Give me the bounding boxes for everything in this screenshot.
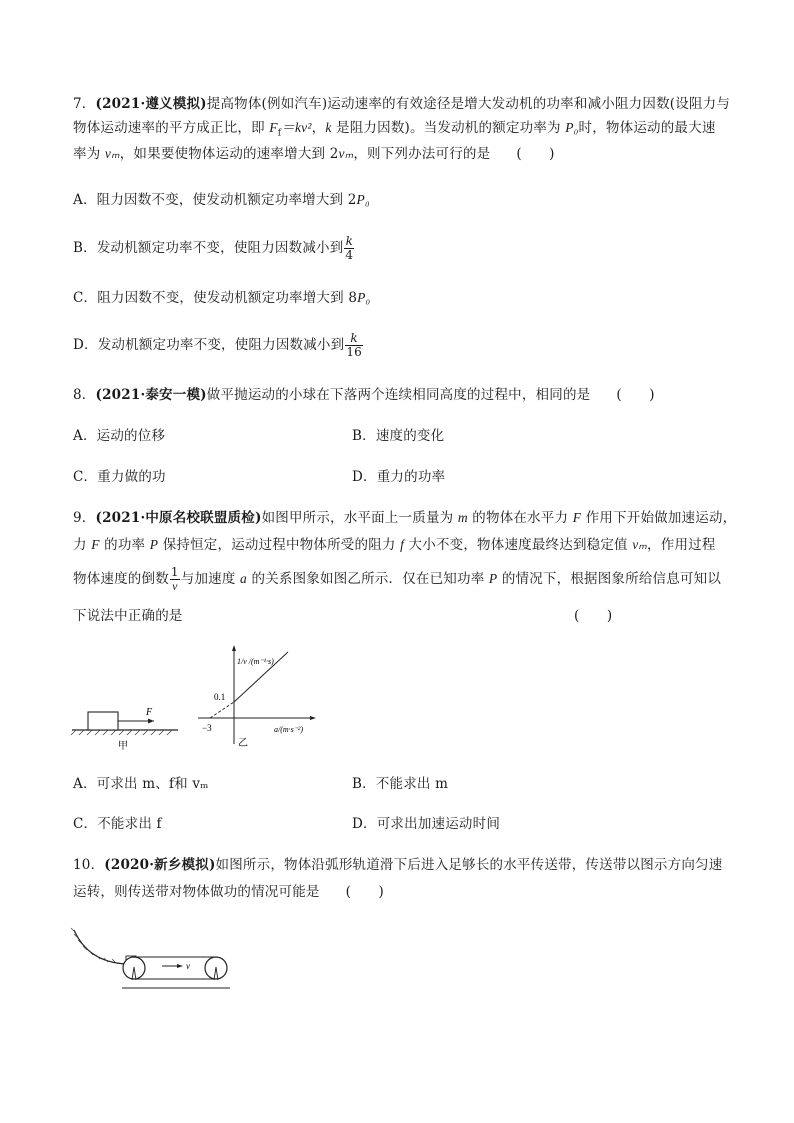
x-axis-label: a/(m·s⁻²) <box>274 725 304 734</box>
q7-option-b: B．发动机额定功率不变，使阻力因数减小到 $\frac{k}{4}$ <box>73 234 354 262</box>
q7-line-2: 物体运动速率的平方成正比，即 $F_f=kv^2$，k 是阻力因数)。当发动机的额定功率为 P₀时，物体运动的最大速 <box>73 120 716 139</box>
q8-number: 8． <box>73 387 96 403</box>
figure-a-label: 甲 <box>118 741 128 752</box>
block <box>88 712 118 730</box>
q10-number: 10． <box>73 857 105 873</box>
ground-hatching <box>71 730 172 735</box>
q9-line-1: 9．(2021·中原名校联盟质检)如图甲所示，水平面上一质量为 m 的物体在水平力 F 作用下开始做加速运动， <box>73 510 737 526</box>
x-tick-label: −3 <box>202 723 212 733</box>
q9-option-a: A．可求出 m、f和 vₘ <box>73 776 209 792</box>
x-axis-arrow <box>310 716 316 720</box>
q9-option-c: C．不能求出 f <box>73 816 162 832</box>
q10-source: (2020·新乡模拟) <box>104 857 216 873</box>
q7-option-d-fraction: $\frac{k}{16}$ <box>346 331 362 359</box>
q9-line-3: 物体速度的倒数 $\frac{1}{v}$ 与加速度 a 的关系图象如图乙所示．仅在已知功率 P 的情况下，根据图象所给信息可知以 <box>73 565 722 593</box>
q9-option-d: D．可求出加速运动时间 <box>352 816 501 832</box>
q9-option-b: B．不能求出 m <box>352 776 449 792</box>
q8-answer-bracket: ( ) <box>616 387 655 403</box>
velocity-label: v <box>186 961 190 971</box>
y-tick-label: 0.1 <box>214 692 226 702</box>
q9-figure-a <box>70 700 180 760</box>
q9-line-2: 力 F 的功率 P 保持恒定，运动过程中物体所受的阻力 f 大小不变，物体速度最终达到稳定值 vₘ，作用过程 <box>73 537 716 553</box>
y-axis-label: 1/v /(m⁻¹·s) <box>237 657 274 666</box>
q10-line-2: 运转，则传送带对物体做功的情况可能是 ( ) <box>73 884 384 900</box>
q7-option-b-fraction: $\frac{k}{4}$ <box>345 234 354 262</box>
q9-figure-b-graph <box>192 640 324 758</box>
q7-option-d: D．发动机额定功率不变，使阻力因数减小到 $\frac{k}{16}$ <box>73 331 362 359</box>
q7-line-3: 率为 vₘ，如果要使物体运动的速率增大到 2vₘ，则下列办法可行的是 ( ) <box>73 146 555 162</box>
figure-b-label: 乙 <box>238 738 248 749</box>
q8-option-a: A．运动的位移 <box>73 428 166 444</box>
q7-source: (2021·遵义模拟) <box>95 96 207 112</box>
q7-option-a: A．阻力因数不变，使发动机额定功率增大到 2P₀ <box>73 192 370 208</box>
q7-number: 7． <box>73 96 96 112</box>
q10-line-1: 10．(2020·新乡模拟)如图所示，物体沿弧形轨道滑下后进入足够长的水平传送带，传送带以图示方向匀速 <box>73 857 723 873</box>
graph-line-dashed <box>210 702 234 718</box>
q9-line-4: 下说法中正确的是 <box>73 608 183 624</box>
q8-source: (2021·泰安一模) <box>95 387 207 403</box>
q8-stem: 8．(2021·泰安一模)做平抛运动的小球在下落两个连续相同高度的过程中，相同的是 ( ) <box>73 387 655 403</box>
q7-answer-bracket: ( ) <box>516 146 555 162</box>
q10-answer-bracket: ( ) <box>345 884 384 900</box>
q7-line-1: 7．(2021·遵义模拟)提高物体(例如汽车)运动速率的有效途径是增大发动机的功率和减小阻力因数(设阻力与 <box>73 96 731 112</box>
q9-reciprocal-fraction: $\frac{1}{v}$ <box>170 565 179 593</box>
q7-option-c: C．阻力因数不变，使发动机额定功率增大到 8P₀ <box>73 290 371 306</box>
force-arrow-head <box>148 719 154 724</box>
track-hatching <box>71 928 116 963</box>
q8-option-d: D．重力的功率 <box>352 469 446 485</box>
force-label: F <box>146 707 153 718</box>
q8-option-c: C．重力做的功 <box>73 469 166 485</box>
q9-source: (2021·中原名校联盟质检) <box>95 510 262 526</box>
q8-option-b: B．速度的变化 <box>352 428 445 444</box>
y-axis-arrow <box>232 645 236 651</box>
velocity-arrow-head <box>177 964 183 968</box>
q10-figure-conveyor <box>66 920 246 996</box>
q9-answer-bracket: ( ) <box>574 608 613 624</box>
q9-number: 9． <box>73 510 96 526</box>
